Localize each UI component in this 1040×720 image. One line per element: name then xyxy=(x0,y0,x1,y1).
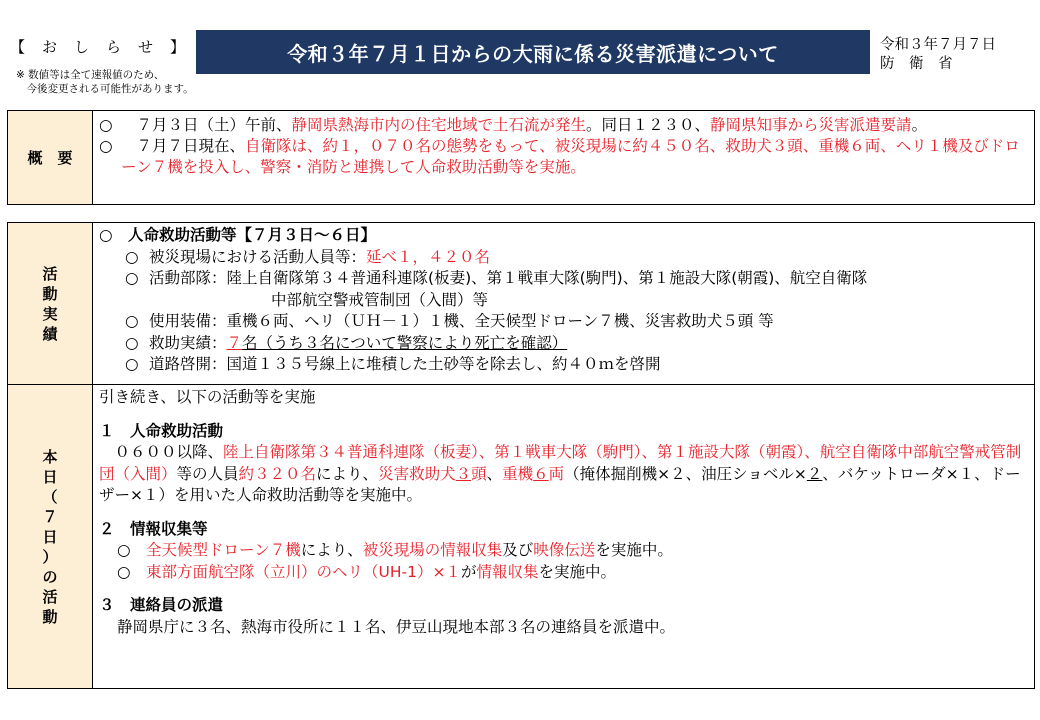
s1-personnel-label: 等の人員 xyxy=(176,464,239,483)
section-1-text xyxy=(99,442,1028,507)
date-block xyxy=(880,36,996,74)
activities-heading: ○ 人命救助活動等【７月３日～６日】 xyxy=(99,226,377,244)
units-line-1: 陸上自衛隊第３４普通科連隊(板妻)、第１戦車大隊(駒門)、第１施設大隊(朝霞)、航空自衛隊 xyxy=(226,269,868,287)
s2-1-by: により、 xyxy=(300,541,363,559)
activities-rescue xyxy=(99,333,1028,355)
section-3-text: 静岡県庁に３名、熱海市役所に１１名、伊豆山現地本部３名の連絡員を派遣中。 xyxy=(117,617,676,636)
activities-label-cell xyxy=(8,223,93,385)
today-label xyxy=(42,447,57,627)
s1-units: 陸上自衛隊第３４普通科連隊（板妻）、第１戦車大隊（駒門）、第１施設大隊（朝霞）、航空自衛隊中部航空警戒管制団（入間） xyxy=(99,443,1022,483)
ministry-name: 防 衛 省 xyxy=(880,56,953,72)
activities-label-char: 活 xyxy=(42,264,58,283)
today-label-cell xyxy=(8,385,93,689)
road-text: 道路啓開：国道１３５号線上に堆積した土砂等を除去し、約４０ｍを啓開 xyxy=(149,355,661,373)
section-3-title: ３ 連絡員の派遣 xyxy=(99,596,224,614)
s1-dogs-unit: 頭 xyxy=(471,464,487,483)
activities-label xyxy=(42,264,57,344)
bullet-circle-icon: ○ xyxy=(99,137,113,155)
s1-dogs-count: ３ xyxy=(455,464,472,483)
s1-by: により、 xyxy=(316,464,379,483)
overview-p1-end: 。 xyxy=(911,116,928,134)
overview-paragraph-1 xyxy=(99,115,1030,136)
section-2-title: ２ 情報収集等 xyxy=(99,519,208,538)
s2-2-end: を実施中。 xyxy=(538,562,617,581)
section-1-title: １ 人命救助活動 xyxy=(99,421,224,440)
overview-p1-request: 静岡県知事から災害派遣要請 xyxy=(710,116,912,134)
activities-road xyxy=(99,354,1028,376)
overview-label-cell xyxy=(8,111,93,205)
disclaimer xyxy=(16,68,194,96)
today-label-char: 本 xyxy=(42,447,58,466)
overview-table xyxy=(7,110,1035,205)
issue-date: 令和３年７月７日 xyxy=(880,37,996,53)
bullet-circle-icon: ○ xyxy=(125,312,139,330)
s1-machinery-count: ６ xyxy=(533,464,549,483)
s1-comma: 、 xyxy=(486,464,503,483)
bullet-circle-icon: ○ xyxy=(125,247,139,266)
activities-label-char: 実 xyxy=(42,304,58,323)
units-line-2: 中部航空警戒管制団（入間）等 xyxy=(271,290,489,309)
s2-1-end: を実施中。 xyxy=(595,541,673,559)
s1-dogs: 災害救助犬 xyxy=(378,464,456,483)
bullet-circle-icon: ○ xyxy=(125,333,139,352)
bullet-circle-icon: ○ xyxy=(125,355,139,373)
overview-p1-date: ７月３日（土）午前、 xyxy=(121,116,292,134)
notice-label: 【 お し ら せ 】 xyxy=(10,38,187,56)
section-2-item-2 xyxy=(99,562,1028,584)
overview-paragraph-2 xyxy=(99,136,1030,178)
s2-2-ga: が xyxy=(461,562,477,581)
page-title xyxy=(196,30,870,74)
overview-content xyxy=(93,111,1035,205)
s1-personnel-count: 約３２０名 xyxy=(238,464,317,483)
today-label-char: （ xyxy=(42,487,58,506)
today-label-char: 日 xyxy=(42,527,58,546)
activities-equipment xyxy=(99,311,1028,333)
s2-1-video: 映像伝送 xyxy=(533,541,596,559)
today-label-char: 活 xyxy=(42,587,58,606)
bullet-circle-icon: ○ xyxy=(125,269,139,287)
s1-equipment-b: 、バケットローダ×１、ドーザー×１）を用いた人命救助活動等を実施中。 xyxy=(99,464,1021,504)
s2-1-info: 被災現場の情報収集 xyxy=(362,541,503,559)
today-label-char: の xyxy=(42,567,58,586)
today-label-char: ） xyxy=(42,547,58,566)
s2-2-heli: 東部方面航空隊（立川）のヘリ（UH-1）×１ xyxy=(146,562,461,581)
disclaimer-line-2: 今後変更される可能性があります。 xyxy=(16,83,194,95)
rescue-detail: 名（うち３名について警察により死亡を確認） xyxy=(242,333,568,352)
s1-time: ０６００以降、 xyxy=(99,443,224,461)
s2-1-drones: 全天候型ドローン７機 xyxy=(146,541,301,559)
overview-p1-time: 。同日１２３０、 xyxy=(586,116,711,134)
activities-table xyxy=(7,222,1035,689)
activities-label-char: 績 xyxy=(42,324,58,343)
personnel-value: 延べ１，４２０名 xyxy=(366,247,491,266)
s1-equipment-a: （掩体掘削機×２、油圧ショベル× xyxy=(564,464,807,483)
today-label-char: 動 xyxy=(42,607,58,626)
s2-2-info: 情報収集 xyxy=(476,562,539,581)
today-content xyxy=(93,385,1035,689)
page-title-text: 令和３年７月１日からの大雨に係る災害派遣について xyxy=(287,41,779,66)
s2-1-and: 及び xyxy=(502,541,534,559)
equipment-text: 使用装備：重機６両、ヘリ（ＵＨ－１）１機、全天候型ドローン７機、災害救助犬５頭 等 xyxy=(149,312,774,330)
today-label-char: 日 xyxy=(42,467,58,486)
overview-p2-detail: 自衛隊は、約１，０７０名の態勢をもって、被災現場に約４５０名、救助犬３頭、重機６両、ヘリ１機及びドローン７機を投入し、警察・消防と連携して人命救助活動等を実施。 xyxy=(121,137,1020,176)
today-label-char: ７ xyxy=(42,507,58,526)
overview-p2-date: ７月７日現在、 xyxy=(121,137,246,155)
overview-p1-event: 静岡県熱海市内の住宅地域で土石流が発生 xyxy=(291,116,587,134)
overview-label: 概 要 xyxy=(27,149,73,167)
rescue-number: ７ xyxy=(226,333,243,352)
rescue-label: 救助実績： xyxy=(149,333,227,352)
disclaimer-line-1: ※ 数値等は全て速報値のため、 xyxy=(16,69,165,81)
bullet-circle-icon: ○ xyxy=(99,116,113,134)
units-label: 活動部隊： xyxy=(149,269,227,287)
bullet-circle-icon: ○ xyxy=(117,562,131,581)
today-intro: 引き続き、以下の活動等を実施 xyxy=(99,388,316,406)
s1-machinery-unit: 両 xyxy=(548,464,565,483)
activities-personnel xyxy=(99,247,1028,269)
section-2-item-1 xyxy=(99,540,1028,562)
s1-shovel-count: ２ xyxy=(806,464,823,483)
activities-label-char: 動 xyxy=(42,284,58,303)
activities-content xyxy=(93,223,1035,385)
s1-machinery: 重機 xyxy=(502,464,534,483)
personnel-label: 被災現場における活動人員等： xyxy=(149,247,367,266)
bullet-circle-icon: ○ xyxy=(117,541,131,559)
activities-units xyxy=(99,268,1028,311)
